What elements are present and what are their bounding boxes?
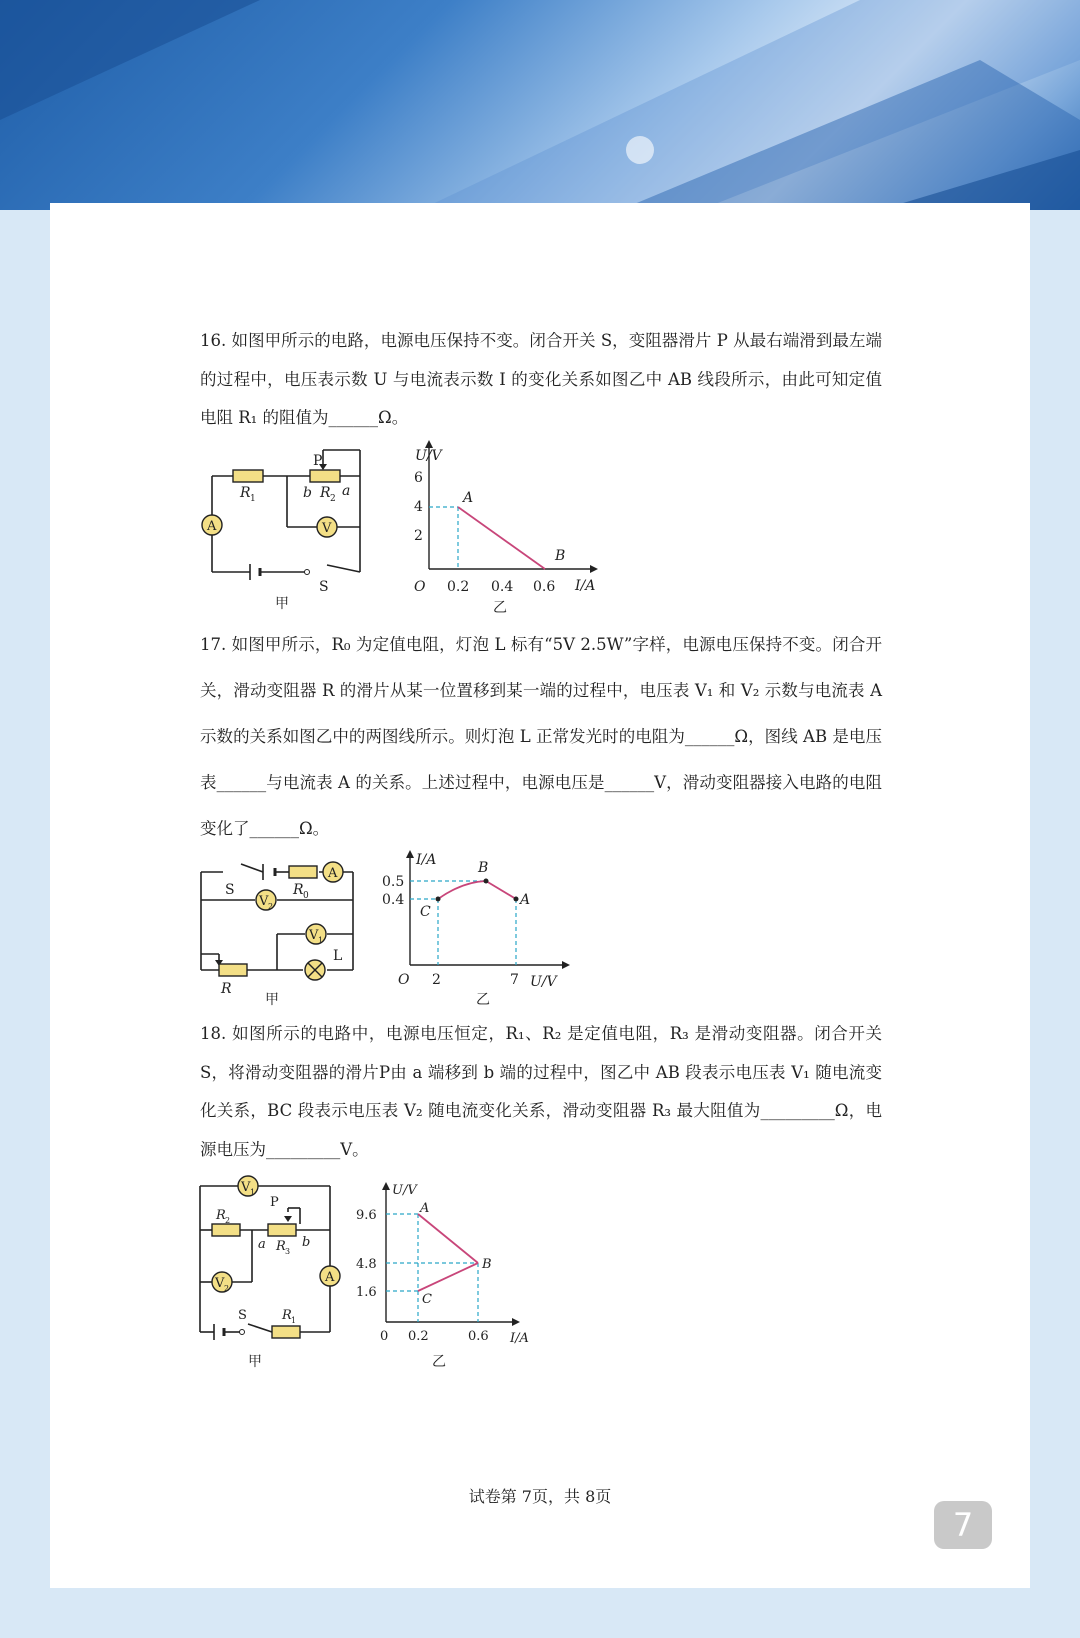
svg-text:A: A xyxy=(420,1201,430,1216)
svg-text:0.4: 0.4 xyxy=(382,892,405,908)
svg-text:0.4: 0.4 xyxy=(491,579,514,595)
resistor-r0 xyxy=(289,866,317,878)
q18-circuit-diagram xyxy=(192,1172,352,1372)
svg-text:O: O xyxy=(414,579,426,595)
svg-text:A: A xyxy=(207,519,217,534)
q18-graph xyxy=(352,1180,542,1380)
rheostat-r xyxy=(219,964,247,976)
resistor-r1 xyxy=(233,470,263,482)
svg-text:2: 2 xyxy=(225,1216,231,1225)
svg-text:V: V xyxy=(309,928,319,943)
svg-text:A: A xyxy=(328,866,338,881)
svg-text:3: 3 xyxy=(285,1247,291,1256)
svg-text:2: 2 xyxy=(330,494,336,504)
question-18-text: 18. 如图所示的电路中，电源电压恒定，R₁、R₂ 是定值电阻，R₃ 是滑动变阻器。闭合开关 S，将滑动变阻器的滑片P由 a 端移到 b 端的过程中，图乙中 AB 段表示电压表 V₁ 随电流变化关系，BC 段表示电压表 V₂ 随电流变化关系，滑动变阻器 R₃ 最大阻值为_________Ω，电源电压为_________V。 xyxy=(200,1024,882,1159)
building-graphic xyxy=(0,0,1080,210)
svg-text:I/A: I/A xyxy=(416,852,437,868)
svg-text:A: A xyxy=(325,1270,335,1285)
svg-text:6: 6 xyxy=(414,470,423,486)
svg-text:P: P xyxy=(313,453,323,469)
svg-text:b: b xyxy=(302,1235,311,1250)
svg-text:乙: 乙 xyxy=(493,600,507,616)
svg-text:U/V: U/V xyxy=(392,1183,417,1198)
svg-text:C: C xyxy=(420,904,431,920)
svg-text:0: 0 xyxy=(303,891,309,901)
svg-text:P: P xyxy=(270,1195,279,1210)
svg-text:9.6: 9.6 xyxy=(356,1208,377,1223)
question-16-text: 16. 如图甲所示的电路，电源电压保持不变。闭合开关 S，变阻器滑片 P 从最右端滑到最左端的过程中，电压表示数 U 与电流表示数 I 的变化关系如图乙中 AB 线段所示，由此可知定值电阻 R₁ 的阻值为______Ω。 xyxy=(200,331,882,427)
svg-text:乙: 乙 xyxy=(432,1354,446,1370)
svg-text:甲: 甲 xyxy=(265,992,279,1008)
svg-text:0.2: 0.2 xyxy=(447,579,470,595)
svg-text:S: S xyxy=(319,579,329,595)
svg-text:4: 4 xyxy=(414,499,423,515)
svg-text:0.6: 0.6 xyxy=(468,1329,489,1344)
svg-text:R: R xyxy=(320,485,331,501)
svg-text:0.6: 0.6 xyxy=(533,579,556,595)
svg-text:7: 7 xyxy=(510,972,519,988)
q16-line-ab xyxy=(458,507,545,569)
svg-text:1.6: 1.6 xyxy=(356,1285,377,1300)
svg-text:B: B xyxy=(482,1257,492,1272)
q18-line-ab xyxy=(418,1214,478,1263)
svg-text:乙: 乙 xyxy=(476,992,490,1008)
svg-text:b: b xyxy=(303,485,312,501)
svg-text:B: B xyxy=(478,860,489,876)
svg-text:U/V: U/V xyxy=(415,448,442,464)
svg-text:甲: 甲 xyxy=(248,1354,262,1370)
svg-text:C: C xyxy=(422,1292,432,1307)
svg-text:U/V: U/V xyxy=(530,974,557,990)
svg-text:R: R xyxy=(221,981,232,997)
svg-text:R: R xyxy=(240,485,251,501)
svg-text:S: S xyxy=(238,1308,247,1323)
q17-line-ba xyxy=(486,881,516,899)
svg-text:0.5: 0.5 xyxy=(382,874,405,890)
q17-circuit-diagram xyxy=(193,842,373,1008)
svg-text:B: B xyxy=(555,548,566,564)
svg-text:1: 1 xyxy=(250,494,256,504)
svg-text:甲: 甲 xyxy=(275,596,289,612)
resistor-r2 xyxy=(212,1224,240,1236)
svg-text:2: 2 xyxy=(224,1284,230,1293)
resistor-r1 xyxy=(272,1326,300,1338)
svg-text:V: V xyxy=(215,1276,225,1291)
svg-text:2: 2 xyxy=(414,528,423,544)
svg-text:V: V xyxy=(322,521,332,536)
page-footer: 试卷第 7页，共 8页 xyxy=(468,1487,612,1506)
svg-text:a: a xyxy=(342,483,351,499)
svg-text:V: V xyxy=(259,894,269,909)
svg-text:I/A: I/A xyxy=(510,1331,529,1346)
page-number-badge: 7 xyxy=(934,1501,992,1549)
svg-text:R: R xyxy=(216,1208,226,1223)
svg-text:1: 1 xyxy=(291,1316,297,1325)
rheostat-r2 xyxy=(310,470,340,482)
svg-text:A: A xyxy=(463,490,474,506)
svg-text:4.8: 4.8 xyxy=(356,1257,377,1272)
svg-text:S: S xyxy=(225,882,235,898)
svg-text:0.2: 0.2 xyxy=(408,1329,429,1344)
svg-text:2: 2 xyxy=(432,972,441,988)
svg-text:O: O xyxy=(398,972,410,988)
svg-text:R: R xyxy=(282,1308,292,1323)
svg-text:2: 2 xyxy=(268,902,274,911)
svg-text:R: R xyxy=(276,1239,286,1254)
svg-text:V: V xyxy=(241,1180,251,1195)
svg-text:I/A: I/A xyxy=(575,578,596,594)
svg-text:R: R xyxy=(293,882,304,898)
q16-circuit-diagram xyxy=(195,442,375,614)
q16-graph xyxy=(405,438,615,618)
rheostat-r3 xyxy=(268,1224,296,1236)
q17-curve-cb xyxy=(438,881,486,899)
question-17-text: 17. 如图甲所示，R₀ 为定值电阻，灯泡 L 标有“5V 2.5W”字样，电源电压保持不变。闭合开关，滑动变阻器 R 的滑片从某一位置移到某一端的过程中，电压表 V₁ 和 V₂ 示数与电流表 A 示数的关系如图乙中的两图线所示。则灯泡 L 正常发光时的电阻为______Ω，图线 AB 是电压表______与电流表 A 的关系。上述过程中，电源电压是______V，滑动变阻器接入电路的电阻变化了______Ω。 xyxy=(200,635,882,838)
q18-line-bc xyxy=(418,1263,478,1291)
svg-text:a: a xyxy=(258,1237,266,1252)
svg-text:1: 1 xyxy=(318,936,324,945)
header-banner xyxy=(0,0,1080,210)
svg-text:L: L xyxy=(333,948,343,964)
q17-graph xyxy=(382,850,582,1010)
svg-text:A: A xyxy=(520,892,531,908)
svg-text:1: 1 xyxy=(250,1188,256,1197)
svg-text:0: 0 xyxy=(380,1329,389,1344)
